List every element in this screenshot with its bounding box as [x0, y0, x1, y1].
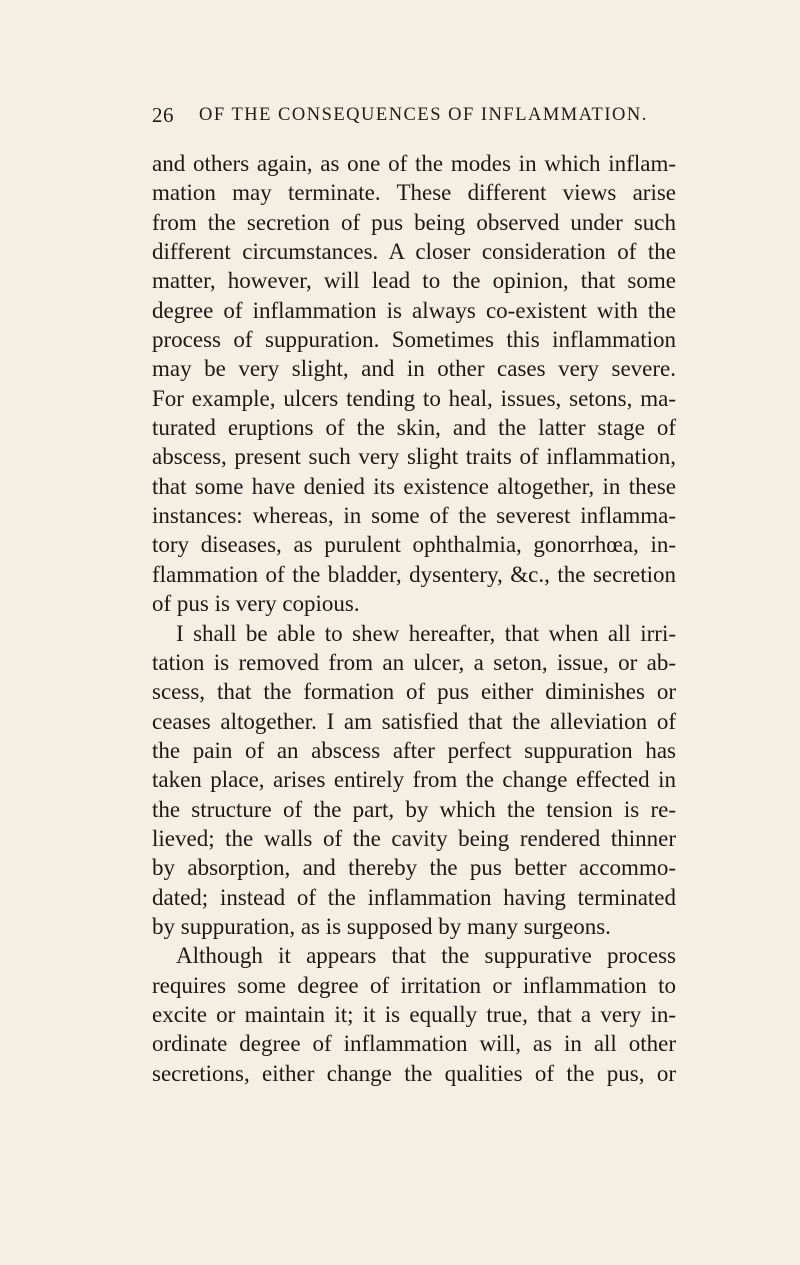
text-line: abscess, present such very slight traits of inflammation, — [152, 444, 676, 470]
text-line: flammation of the bladder, dysentery, &c., the secretion — [152, 561, 676, 587]
text-line: tory diseases, as purulent ophthalmia, gonorrhœa, in- — [152, 532, 676, 558]
page-header — [152, 103, 752, 133]
text-line: excite or maintain it; it is equally true, that a very in- — [152, 1001, 676, 1027]
text-line: the structure of the part, by which the tension is re- — [152, 796, 676, 822]
text-line: instances: whereas, in some of the severest inflamma- — [152, 503, 676, 529]
running-head: OF THE CONSEQUENCES OF INFLAMMATION. — [199, 105, 648, 125]
text-line: dated; instead of the inflammation having terminated — [152, 884, 676, 910]
text-line: lieved; the walls of the cavity being rendered thinner — [152, 825, 676, 851]
text-line: from the secretion of pus being observed under such — [152, 209, 676, 235]
text-line: process of suppuration. Sometimes this inflammation — [152, 327, 676, 353]
text-line: taken place, arises entirely from the change effected in — [152, 767, 676, 793]
text-line: the pain of an abscess after perfect suppuration has — [152, 737, 676, 763]
text-line: different circumstances. A closer consideration of the — [152, 239, 676, 265]
text-line: ordinate degree of inflammation will, as in all other — [152, 1031, 676, 1057]
text-line: degree of inflammation is always co-existent with the — [152, 297, 676, 323]
text-line: by absorption, and thereby the pus better accommo- — [152, 855, 676, 881]
paragraph-end-line: by suppuration, as is supposed by many surgeons. — [152, 913, 611, 939]
text-line: tation is removed from an ulcer, a seton, issue, or ab- — [152, 649, 676, 675]
text-line: scess, that the formation of pus either diminishes or — [152, 679, 676, 705]
paragraph-end-line: of pus is very copious. — [152, 591, 360, 617]
paragraph-first-line: I shall be able to shew hereafter, that when all irri- — [176, 620, 676, 646]
text-line: turated eruptions of the skin, and the latter stage of — [152, 415, 676, 441]
text-line: secretions, either change the qualities of the pus, or — [152, 1060, 676, 1086]
text-line: that some have denied its existence altogether, in these — [152, 473, 676, 499]
text-line: ceases altogether. I am satisfied that the alleviation of — [152, 708, 676, 734]
text-line: mation may terminate. These different views arise — [152, 180, 676, 206]
page-number: 26 — [152, 103, 174, 127]
text-line: For example, ulcers tending to heal, issues, setons, ma- — [152, 385, 676, 411]
text-line: and others again, as one of the modes in which inflam- — [152, 151, 676, 176]
text-line: requires some degree of irritation or inflammation to — [152, 972, 676, 998]
paragraph-first-line: Although it appears that the suppurative process — [176, 943, 676, 969]
body-text — [152, 149, 676, 1088]
text-line: may be very slight, and in other cases very severe. — [152, 356, 676, 382]
text-line: matter, however, will lead to the opinion, that some — [152, 268, 676, 294]
